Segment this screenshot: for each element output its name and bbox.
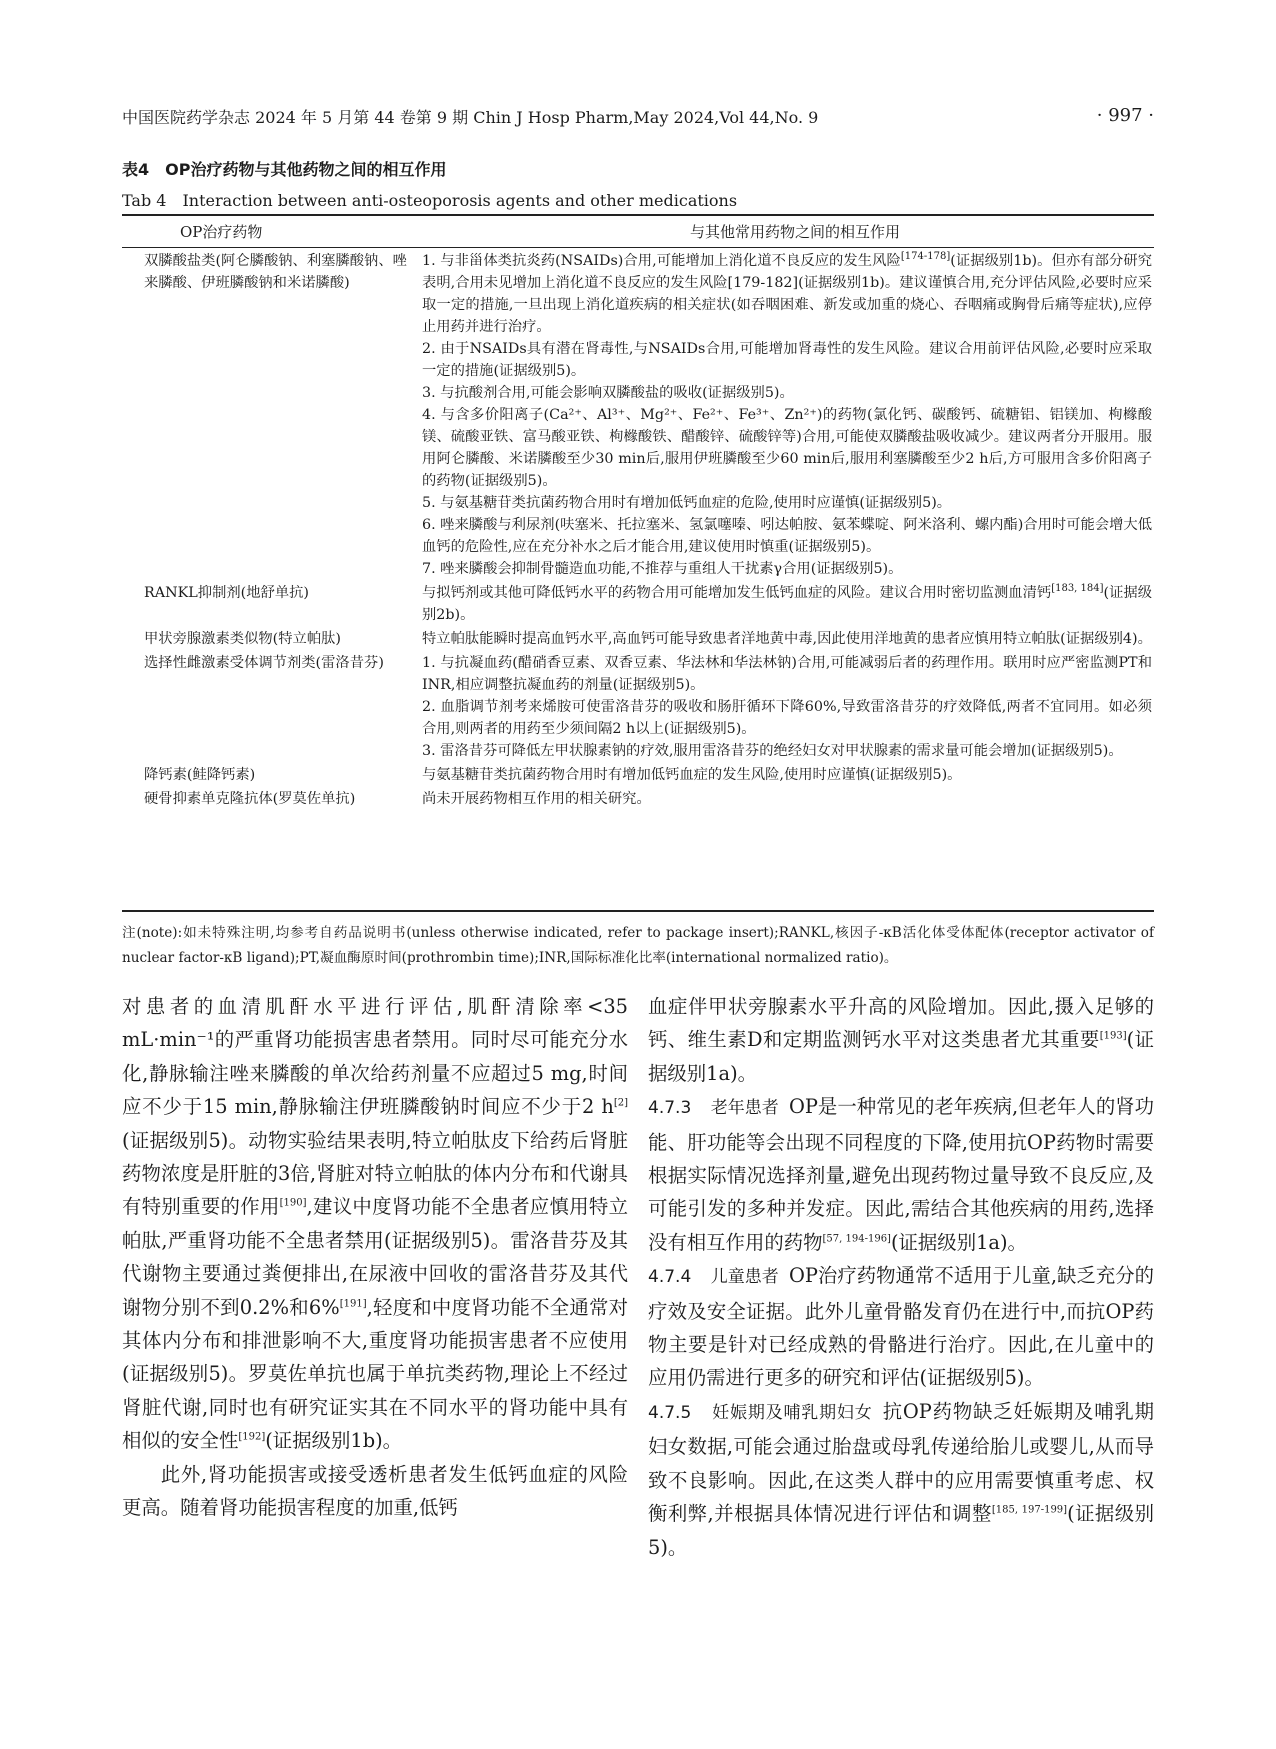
- body-column-left: [122, 990, 628, 1525]
- body-paragraph: 血症伴甲状旁腺素水平升高的风险增加。因此,摄入足够的钙、维生素D和定期监测钙水平对这类患者尤其重要[193](证据级别1a)。: [648, 995, 1154, 1085]
- section-4-7-5: 4.7.5 妊娠期及哺乳期妇女 抗OP药物缺乏妊娠期及哺乳期妇女数据,可能会通过胎盘或母乳传递给胎儿或婴儿,从而导致不良影响。因此,在这类人群中的应用需要慎重考虑、权衡利弊,并根据具体情况进行评估和调整[185, 197-199](证据级别5)。: [648, 1399, 1155, 1559]
- interaction-item: 7. 唑来膦酸会抑制骨髓造血功能,不推荐与重组人干扰素γ合用(证据级别5)。: [422, 561, 903, 577]
- section-4-7-3: 4.7.3 老年患者 OP是一种常见的老年疾病,但老年人的肾功能、肝功能等会出现不同程度的下降,使用抗OP药物时需要根据实际情况选择剂量,避免出现药物过量导致不良反应,及可能引发的多种并发症。因此,需结合其他疾病的用药,选择没有相互作用的药物[57, 194-196](证据级别1a)。: [648, 1095, 1155, 1254]
- drug-cell: 硬骨抑素单克隆抗体(罗莫佐单抗): [144, 791, 356, 807]
- interaction-cell: [412, 250, 1154, 580]
- table-caption-cn: 表4 OP治疗药物与其他药物之间的相互作用: [122, 160, 447, 179]
- table-header-rule: [122, 247, 1154, 248]
- table-header-drug: OP治疗药物: [180, 223, 263, 241]
- table-note: 注(note):如未特殊注明,均参考自药品说明书(unless otherwise indicated, refer to package insert);RANKL,核因子-κB活化体受体配体(receptor activator of nuclear factor-κB ligand);PT,凝血酶原时间(prothrombin time);INR,国际标准化比率(international normalized ratio)。: [122, 925, 1154, 966]
- page-number: · 997 ·: [1096, 105, 1154, 126]
- interaction-cell: [412, 582, 1154, 626]
- drug-cell: 双膦酸盐类(阿仑膦酸钠、利塞膦酸钠、唑来膦酸、伊班膦酸钠和米诺膦酸): [144, 253, 407, 291]
- interaction-cell: [412, 788, 1154, 810]
- drug-cell: 选择性雌激素受体调节剂类(雷洛昔芬): [144, 655, 384, 671]
- running-header: [122, 103, 1154, 131]
- table-row: [122, 788, 1154, 810]
- interaction-item: 与拟钙剂或其他可降低钙水平的药物合用可能增加发生低钙血症的风险。建议合用时密切监测血清钙[183, 184](证据级别2b)。: [422, 583, 1153, 623]
- section-heading: 儿童患者: [710, 1267, 779, 1288]
- section-number: 4.7.3: [648, 1098, 692, 1119]
- interaction-item: 尚未开展药物相互作用的相关研究。: [422, 791, 651, 807]
- interaction-item: 2. 由于NSAIDs具有潜在肾毒性,与NSAIDs合用,可能增加肾毒性的发生风险。建议合用前评估风险,必要时应采取一定的措施(证据级别5)。: [422, 341, 1152, 379]
- drug-cell: 甲状旁腺激素类似物(特立帕肽): [144, 631, 342, 647]
- journal-citation: 中国医院药学杂志 2024 年 5 月第 44 卷第 9 期 Chin J Hosp Pharm,May 2024,Vol 44,No. 9: [122, 108, 819, 127]
- section-heading: 妊娠期及哺乳期妇女: [712, 1402, 873, 1423]
- body-column-right: [648, 990, 1154, 1564]
- table-row: [122, 628, 1154, 650]
- interaction-item: 特立帕肽能瞬时提高血钙水平,高血钙可能导致患者洋地黄中毒,因此使用洋地黄的患者应慎用特立帕肽(证据级别4)。: [422, 631, 1152, 647]
- section-4-7-4: 4.7.4 儿童患者 OP治疗药物通常不适用于儿童,缺乏充分的疗效及安全证据。此外儿童骨骼发育仍在进行中,而抗OP药物主要是针对已经成熟的骨骼进行治疗。因此,在儿童中的应用仍需进行更多的研究和评估(证据级别5)。: [648, 1264, 1155, 1390]
- table-header-interaction: 与其他常用药物之间的相互作用: [690, 223, 901, 241]
- table-row: [122, 764, 1154, 786]
- interaction-item: 5. 与氨基糖苷类抗菌药物合用时有增加低钙血症的危险,使用时应谨慎(证据级别5)。: [422, 495, 952, 511]
- table-top-rule: [122, 214, 1154, 216]
- table-row: [122, 582, 1154, 626]
- interaction-cell: [412, 628, 1154, 650]
- table-bottom-rule: [122, 910, 1154, 912]
- interaction-item: 与氨基糖苷类抗菌药物合用时有增加低钙血症的发生风险,使用时应谨慎(证据级别5)。: [422, 767, 962, 783]
- interaction-cell: [412, 764, 1154, 786]
- table-body: [122, 250, 1154, 812]
- section-number: 4.7.4: [648, 1267, 692, 1288]
- table-row: [122, 652, 1154, 762]
- body-paragraph: 此外,肾功能损害或接受透析患者发生低钙血症的风险更高。随着肾功能损害程度的加重,低钙: [122, 1462, 628, 1520]
- interaction-item: 3. 与抗酸剂合用,可能会影响双膦酸盐的吸收(证据级别5)。: [422, 385, 794, 401]
- table-row: [122, 250, 1154, 580]
- section-heading: 老年患者: [710, 1098, 779, 1119]
- interaction-item: 1. 与非甾体类抗炎药(NSAIDs)合用,可能增加上消化道不良反应的发生风险[174-178](证据级别1b)。但亦有部分研究表明,合用未见增加上消化道不良反应的发生风险[179-182](证据级别1b)。建议谨慎合用,充分评估风险,必要时应采取一定的措施,一旦出现上消化道疾病的相关症状(如吞咽困难、新发或加重的烧心、吞咽痛或胸骨后痛等症状),应停止用药并进行治疗。: [422, 251, 1152, 335]
- table-caption-en: Tab 4 Interaction between anti-osteoporosis agents and other medications: [122, 191, 738, 210]
- interaction-cell: [412, 652, 1154, 762]
- drug-cell: RANKL抑制剂(地舒单抗): [144, 585, 310, 601]
- interaction-item: 4. 与含多价阳离子(Ca²⁺、Al³⁺、Mg²⁺、Fe²⁺、Fe³⁺、Zn²⁺)的药物(氯化钙、碳酸钙、硫糖铝、铝镁加、枸橼酸镁、硫酸亚铁、富马酸亚铁、枸橼酸铁、醋酸锌、硫酸锌等)合用,可能使双膦酸盐吸收减少。建议两者分开服用。服用阿仑膦酸、米诺膦酸至少30 min后,服用伊班膦酸至少60 min后,服用利塞膦酸至少2 h后,方可服用含多价阳离子的药物(证据级别5)。: [422, 407, 1152, 489]
- interaction-item: 6. 唑来膦酸与利尿剂(呋塞米、托拉塞米、氢氯噻嗪、吲达帕胺、氨苯蝶啶、阿米洛利、螺内酯)合用时可能会增大低血钙的危险性,应在充分补水之后才能合用,建议使用时慎重(证据级别5)。: [422, 517, 1152, 555]
- interaction-item: 3. 雷洛昔芬可降低左甲状腺素钠的疗效,服用雷洛昔芬的绝经妇女对甲状腺素的需求量可能会增加(证据级别5)。: [422, 743, 1123, 759]
- body-paragraph: 对患者的血清肌酐水平进行评估,肌酐清除率<35 mL·min⁻¹的严重肾功能损害患者禁用。同时尽可能充分水化,静脉输注唑来膦酸的单次给药剂量不应超过5 mg,时间应不少于15 min,静脉输注伊班膦酸钠时间应不少于2 h[2](证据级别5)。动物实验结果表明,特立帕肽皮下给药后肾脏药物浓度是肝脏的3倍,肾脏对特立帕肽的体内分布和代谢具有特别重要的作用[190],建议中度肾功能不全患者应慎用特立帕肽,严重肾功能不全患者禁用(证据级别5)。雷洛昔芬及其代谢物主要通过粪便排出,在尿液中回收的雷洛昔芬及其代谢物分别不到0.2%和6%[191],轻度和中度肾功能不全通常对其体内分布和排泄影响不大,重度肾功能损害患者不应使用(证据级别5)。罗莫佐单抗也属于单抗类药物,理论上不经过肾脏代谢,同时也有研究证实其在不同水平的肾功能中具有相似的安全性[192](证据级别1b)。: [122, 995, 629, 1453]
- drug-cell: 降钙素(鲑降钙素): [144, 767, 256, 783]
- section-number: 4.7.5: [648, 1402, 692, 1423]
- interaction-item: 2. 血脂调节剂考来烯胺可使雷洛昔芬的吸收和肠肝循环下降60%,导致雷洛昔芬的疗效降低,两者不宜同用。如必须合用,则两者的用药至少须间隔2 h以上(证据级别5)。: [422, 699, 1152, 737]
- interaction-item: 1. 与抗凝血药(醋硝香豆素、双香豆素、华法林和华法林钠)合用,可能减弱后者的药理作用。联用时应严密监测PT和INR,相应调整抗凝血药的剂量(证据级别5)。: [422, 655, 1152, 693]
